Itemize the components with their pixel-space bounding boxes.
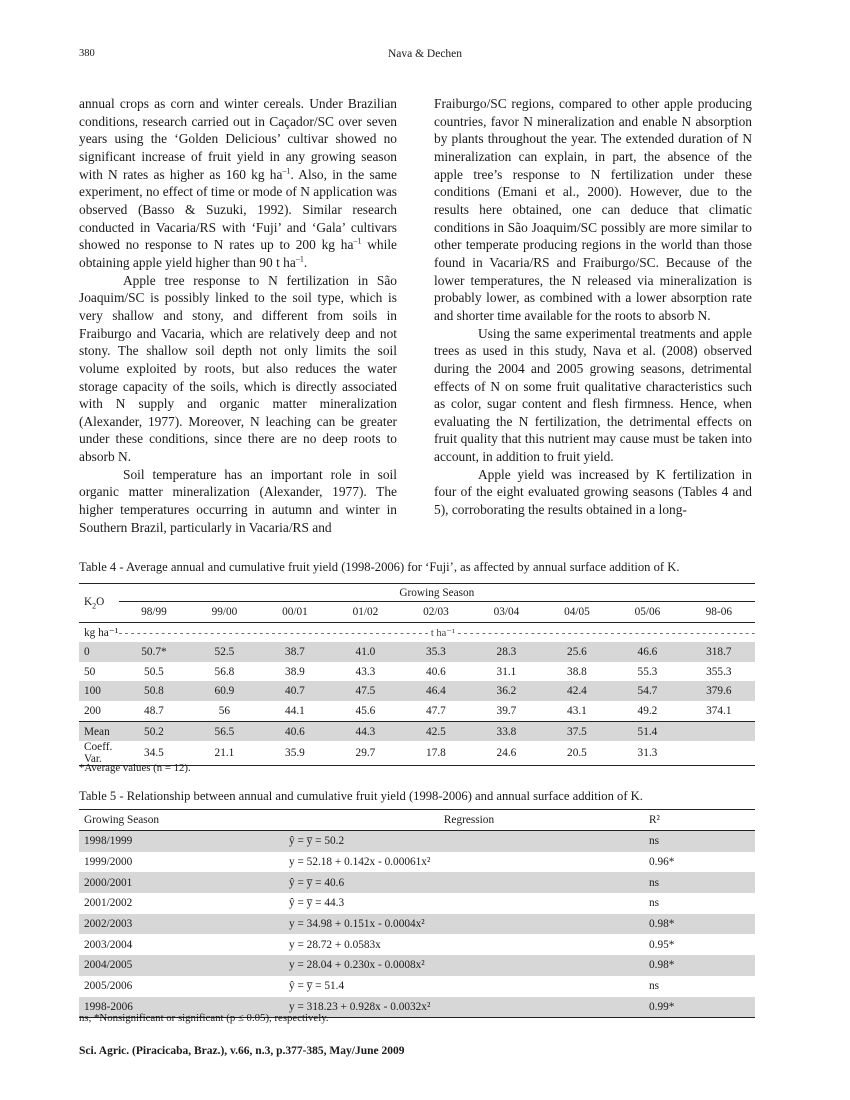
table4-col-header: 01/02 [330,602,401,623]
running-head: Nava & Dechen [387,48,463,60]
table5-caption: Table 5 - Relationship between annual and cumulative fruit yield (1998-2006) and annual surface addition of K. [79,789,643,803]
journal-citation: Sci. Agric. (Piracicaba, Braz.), v.66, n.3, p.377-385, May/June 2009 [79,1045,405,1057]
table4-col-header: 00/01 [260,602,331,623]
table-row: 50 50.5 56.8 38.9 43.3 40.6 31.1 38.8 55.3 355.3 [84,665,732,678]
page-number: 380 [79,48,95,59]
table-row: 200 48.7 56 44.1 45.6 47.7 39.7 43.1 49.2 374.1 [84,704,732,717]
table4-footnote: *Average values (n = 12). [79,762,191,774]
table4 [79,583,755,766]
table-row: 2002/2003 y = 34.98 + 0.151x - 0.0004x² 0.98* [79,914,755,935]
table4-header-row [79,584,755,602]
table5 [79,809,755,1018]
table4-unit-label: kg ha⁻¹ [84,627,119,639]
table4-col-header: 98/99 [119,602,190,623]
table4-col-header: 02/03 [401,602,472,623]
table-row: Mean 50.2 56.5 40.6 44.3 42.5 33.8 37.5 51.4 [79,721,755,741]
table4-unit-row [79,623,755,643]
table-row: 2004/2005 y = 28.04 + 0.230x - 0.0008x² 0.98* [79,955,755,976]
table4-group-header: Growing Season [119,584,755,602]
right-paragraph-2: Using the same experimental treatments and apple trees as used in this study, Nava et al. (2008) observed during the 2004 and 2005 growing seasons, detrimental effects of N on some fruit qualitative characteristics such as color, sugar content and flesh firmness. Hence, when evaluating the N fertilization, the detrimental effects on fruit quality that this nutrient may cause must be taken into account, in addition to fruit yield. [434,325,752,465]
table4-unit-value: - - - - - - - - - - - - - - - - - - - - - - - - - - - - - - - - - - - - - - - - - - - - - - - - - - - t ha⁻¹ - - - - - - - - - - - - - - - - - - - - - - - - - - - - - - - - - - - - - - - - - - - - - - - - - [118,627,755,639]
table4-col-header: 99/00 [189,602,260,623]
table4-column-header-row [79,602,755,623]
table-row: 1999/2000 y = 52.18 + 0.142x - 0.00061x² 0.96* [84,856,675,869]
table-row: 2005/2006 ŷ = y̅ = 51.4 ns [84,980,660,993]
right-paragraph-3: Apple yield was increased by K fertilization in four of the eight evaluated growing seasons (Tables 4 and 5), corroborating the results obtained in a long- [434,466,752,518]
table5-col-header: Regression [289,810,649,831]
table-row: 100 50.8 60.9 40.7 47.5 46.4 36.2 42.4 54.7 379.6 [79,681,755,701]
table-row: 0 50.7* 52.5 38.7 41.0 35.3 28.3 25.6 46.6 318.7 [79,642,755,662]
table-row: Coeff. Var. 34.5 21.1 35.9 29.7 17.8 24.6 20.5 31.3 [79,741,755,766]
left-paragraph-2: Apple tree response to N fertilization in São Joaquim/SC is possibly linked to the soil type, which is very shallow and stony, and different from soils in Fraiburgo and Vacaria, which are relatively deep and not stony. The shallow soil depth not only limits the soil volume exploited by roots, but also reduces the water storage capacity of the soils, which is directly associated with N supply and organic matter mineralization (Alexander, 1977). Moreover, N leaching can be greater under these conditions, since there are no deep roots to absorb N. [79,272,397,465]
table4-caption: Table 4 - Average annual and cumulative fruit yield (1998-2006) for ‘Fuji’, as affected by annual surface addition of K. [79,560,680,574]
table-row: 2000/2001 ŷ = y̅ = 40.6 ns [79,872,755,893]
table4-row-header: $K_2O$ [79,584,119,623]
table-row: 1998/1999 ŷ = y̅ = 50.2 ns [79,831,755,852]
table4-col-header: 98-06 [683,602,755,623]
right-column [434,95,752,519]
table4-col-header: 03/04 [471,602,542,623]
table-row: 1998-2006 y = 318.23 + 0.928x - 0.0032x² 0.99* [79,997,755,1018]
table4-col-header: 05/06 [612,602,683,623]
table-row: 2001/2002 ŷ = y̅ = 44.3 ns [84,897,660,910]
left-paragraph-3: Soil temperature has an important role in soil organic matter mineralization (Alexander, 1977). The higher temperatures occurring in autumn and winter in Southern Brazil, particularly in Vacaria/RS and [79,466,397,535]
table5-col-header: R² [649,810,755,831]
table-row: 2003/2004 y = 28.72 + 0.0583x 0.95* [84,938,675,951]
table5-header-row [79,810,755,831]
table5-col-header: Growing Season [79,810,289,831]
table5-footnote: ns, *Nonsignificant or significant (p ≤ 0.05), respectively. [79,1012,329,1024]
right-paragraph-1: Fraiburgo/SC regions, compared to other apple producing countries, favor N mineralization and enable N absorption by plants throughout the year. The extended duration of N mineralization can explain, in part, the absence of the apple tree’s response to N fertilization under these conditions (Emani et al., 2000). However, due to the results here obtained, one can deduce that climatic conditions in São Joaquim/SC possibly are more similar to other temperate producing regions in the world than those found in Vacaria/RS and Fraiburgo/SC. Because of the lower temperatures, the N released via mineralization is probably lower, as combined with a lower absorption rate and shorter time available for the roots to absorb N. [434,96,752,323]
left-column [79,95,397,536]
left-paragraph-1: annual crops as corn and winter cereals. Under Brazilian conditions, research carried out in Caçador/SC over seven years using the ‘Golden Delicious’ cultivar showed no significant increase of fruit yield in any growing season with N rates as higher as 160 kg $ha^{-1}$. Also, in the same experiment, no effect of time or mode of N application was observed (Basso & Suzuki, 1992). Similar research conducted in Vacaria/RS with ‘Fuji’ and ‘Gala’ cultivars showed no response to N rates up to 200 kg $ha^{-1}$ while obtaining apple yield higher than 90 t $ha^{-1}$. [79,96,397,270]
table4-col-header: 04/05 [542,602,613,623]
